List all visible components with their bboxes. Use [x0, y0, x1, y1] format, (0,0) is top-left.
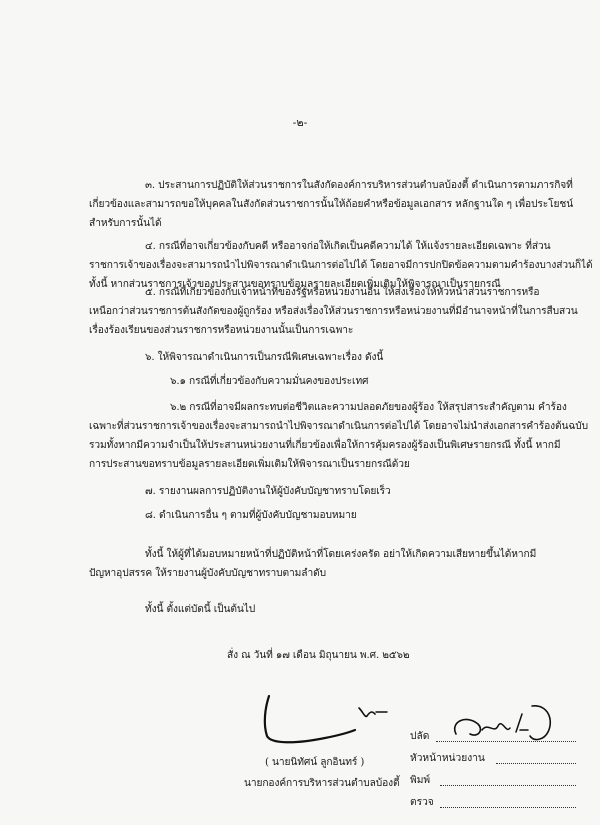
paragraph-line: เกี่ยวข้องและสามารถขอให้บุคคลในสังกัดส่วนราชการนั้นให้ถ้อยคำหรือข้อมูลเอกสาร หลักฐานใด ๆ เพื่อประโยชน์	[89, 199, 574, 210]
paragraph-8	[0, 506, 357, 525]
paragraph-line: การประสานขอทราบข้อมูลรายละเอียดเพิ่มเติมให้พิจารณาเป็นรายกรณีด้วย	[89, 459, 410, 470]
paragraph-6-2	[0, 398, 588, 474]
paragraph-line: รวมทั้งหากมีความจำเป็นให้ประสานหน่วยงานที่เกี่ยวข้องเพื่อให้การคุ้มครองผู้ร้องเป็นพิเศษรายกรณี ทั้งนี้ หากมี	[89, 440, 561, 451]
signature-image	[255, 688, 395, 758]
form-line	[440, 785, 576, 786]
paragraph-line: สำหรับการนั้นได้	[89, 218, 162, 229]
form-line	[496, 763, 576, 764]
signer-position: นายกองค์การบริหารส่วนตำบลบ้องตี้	[244, 778, 400, 789]
paragraph-6-1	[0, 372, 368, 391]
paragraph-line: สั่ง ณ วันที่ ๑๗ เดือน มิถุนายน พ.ศ. ๒๕๖๒	[227, 650, 410, 661]
paragraph-line: ราชการเจ้าของเรื่องจะสามารถนำไปพิจารณาดำเนินการต่อไปได้ โดยอาจมีการปกปิดข้อความตามคำร้องบางส่วนก็ได้	[89, 260, 593, 271]
paragraph-line: เรื่องร้องเรียนของส่วนราชการหรือหน่วยงานนั้นเป็นการเฉพาะ	[89, 325, 354, 336]
paragraph-5	[0, 283, 578, 340]
form-label-typed: พิมพ์	[410, 775, 431, 786]
closing-paragraph	[0, 545, 536, 583]
paragraph-line: ทั้งนี้ ตั้งแต่บัดนี้ เป็นต้นไป	[145, 604, 256, 615]
paragraph-line: ๖. ให้พิจารณาดำเนินการเป็นกรณีพิเศษเฉพาะเรื่อง ดังนี้	[145, 352, 384, 363]
paragraph-7	[0, 482, 391, 501]
paragraph-line: ทั้งนี้ หากส่วนราชการเจ้าของประสานขอทราบข้อมูลรายละเอียดเพิ่มเติมให้พิจารณาเป็นรายกรณี	[89, 279, 501, 290]
form-label-head: หัวหน้าหน่วยงาน	[410, 753, 485, 764]
paragraph-6	[0, 348, 383, 367]
page-number: -๒-	[292, 116, 308, 129]
form-line	[440, 807, 576, 808]
paragraph-line: เฉพาะที่ส่วนราชการเจ้าของเรื่องจะสามารถนำไปพิจารณาดำเนินการต่อไปได้ โดยอาจไม่นำส่งเอกสารคำร้องต้นฉบับ	[89, 421, 588, 432]
paragraph-line: ปัญหาอุปสรรค ให้รายงานผู้บังคับบัญชาทราบตามลำดับ	[89, 568, 327, 579]
form-label-deputy: ปลัด	[410, 731, 430, 742]
paragraph-line: ๔. กรณีที่อาจเกี่ยวข้องกับคดี หรืออาจก่อให้เกิดเป็นคดีความได้ ให้แจ้งรายละเอียดเฉพาะ ที่ส่วน	[145, 241, 551, 252]
form-label-checked: ตรวจ	[410, 797, 434, 808]
paragraph-line: ๓. ประสานการปฏิบัติให้ส่วนราชการในสังกัดองค์การบริหารส่วนตำบลบ้องตี้ ดำเนินการตามภารกิจที่	[145, 180, 573, 191]
paragraph-line: ทั้งนี้ ให้ผู้ที่ได้มอบหมายหน้าที่ปฏิบัติหน้าที่โดยเคร่งครัด อย่าให้เกิดความเสียหายขึ้นได้หากมี	[145, 549, 537, 560]
paragraph-line: เหนือกว่าส่วนราชการต้นสังกัดของผู้ถูกร้อง หรือส่งเรื่องให้ส่วนราชการหรือหน่วยงานที่มีอำนาจหน้าที่ในการสืบสวน	[89, 306, 578, 317]
effective-statement	[0, 600, 255, 619]
paragraph-line: ๗. รายงานผลการปฏิบัติงานให้ผู้บังคับบัญชาทราบโดยเร็ว	[145, 486, 391, 497]
paragraph-line: ๘. ดำเนินการอื่น ๆ ตามที่ผู้บังคับบัญชามอบหมาย	[145, 510, 357, 521]
paragraph-line: ๕. กรณีที่เกี่ยวข้องกับเจ้าหน้าที่ของรัฐหรือหน่วยงานอื่น ให้ส่งเรื่องให้หัวหน้าส่วนราชการหรือ	[145, 287, 540, 298]
paragraph-line: ๖.๒ กรณีที่อาจมีผลกระทบต่อชีวิตและความปลอดภัยของผู้ร้อง ให้สรุปสาระสำคัญตาม คำร้อง	[170, 402, 567, 413]
order-date	[0, 646, 410, 665]
paragraph-line: ๖.๑ กรณีที่เกี่ยวข้องกับความมั่นคงของประเทศ	[170, 376, 369, 387]
paragraph-3	[0, 176, 573, 233]
initials-image	[448, 700, 558, 750]
signer-name: ( นายนิทัศน์ ลูกอินทร์ )	[265, 757, 365, 768]
